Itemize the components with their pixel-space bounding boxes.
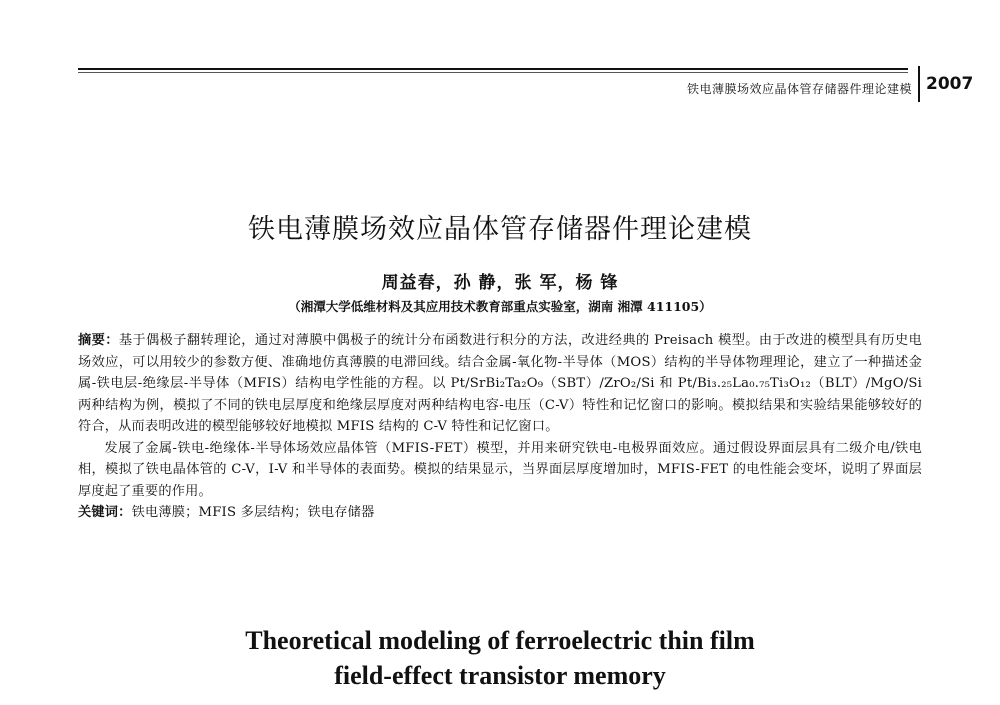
abstract-paragraph-2: 发展了金属-铁电-绝缘体-半导体场效应晶体管（MFIS-FET）模型，并用来研究铁电-电极界面效应。通过假设界面层具有二级介电/铁电相，模拟了铁电晶体管的 C-V，I-V 和半导体的表面势。模拟的结果显示，当界面层厚度增加时，MFIS-FET 的电性能会变坏，说明了界面层厚度起了重要的作用。	[78, 440, 922, 499]
abstract-text-1: 基于偶极子翻转理论，通过对薄膜中偶极子的统计分布函数进行积分的方法，改进经典的 Preisach 模型。由于改进的模型具有历史电场效应，可以用较少的参数方便、准确地仿真薄膜的电滞回线。结合金属-氧化物-半导体（MOS）结构的半导体物理理论，建立了一种描述金属-铁电层-绝缘层-半导体（MFIS）结构电学性能的方程。以 Pt/SrBi₂Ta₂O₉（SBT）/ZrO₂/Si 和 Pt/Bi₃.₂₅La₀.₇₅Ti₃O₁₂（BLT）/MgO/Si 两种结构为例，模拟了不同的铁电层厚度和绝缘层厚度对两种结构电容-电压（C-V）特性和记忆窗口的影响。模拟结果和实验结果能够较好的符合，从而表明改进的模型能够较好地模拟 MFIS 结构的 C-V 特性和记忆窗口。	[78, 333, 922, 434]
affiliation: （湘潭大学低维材料及其应用技术教育部重点实验室，湖南 湘潭 411105）	[288, 299, 712, 314]
abstract-block	[78, 330, 922, 524]
abstract-label: 摘要：	[78, 333, 119, 348]
paper-title-chinese: 铁电薄膜场效应晶体管存储器件理论建模	[248, 214, 752, 245]
year-label: 2007	[926, 74, 974, 94]
running-title: 铁电薄膜场效应晶体管存储器件理论建模	[686, 82, 912, 96]
title-en-line-2: field-effect transistor memory	[334, 661, 666, 690]
paper-title-english	[0, 623, 1000, 693]
author-list: 周益春，孙 静，张 军，杨 锋	[381, 273, 619, 293]
keywords-line	[78, 502, 922, 524]
title-en-line-1: Theoretical modeling of ferroelectric thin film	[245, 626, 755, 655]
keywords-label: 关键词：	[78, 505, 132, 520]
header-rule	[78, 68, 908, 70]
header-divider	[918, 66, 920, 102]
abstract-paragraph-1	[78, 330, 922, 438]
header-rule-thin	[78, 72, 908, 73]
keywords-text: 铁电薄膜；MFIS 多层结构；铁电存储器	[131, 505, 375, 520]
